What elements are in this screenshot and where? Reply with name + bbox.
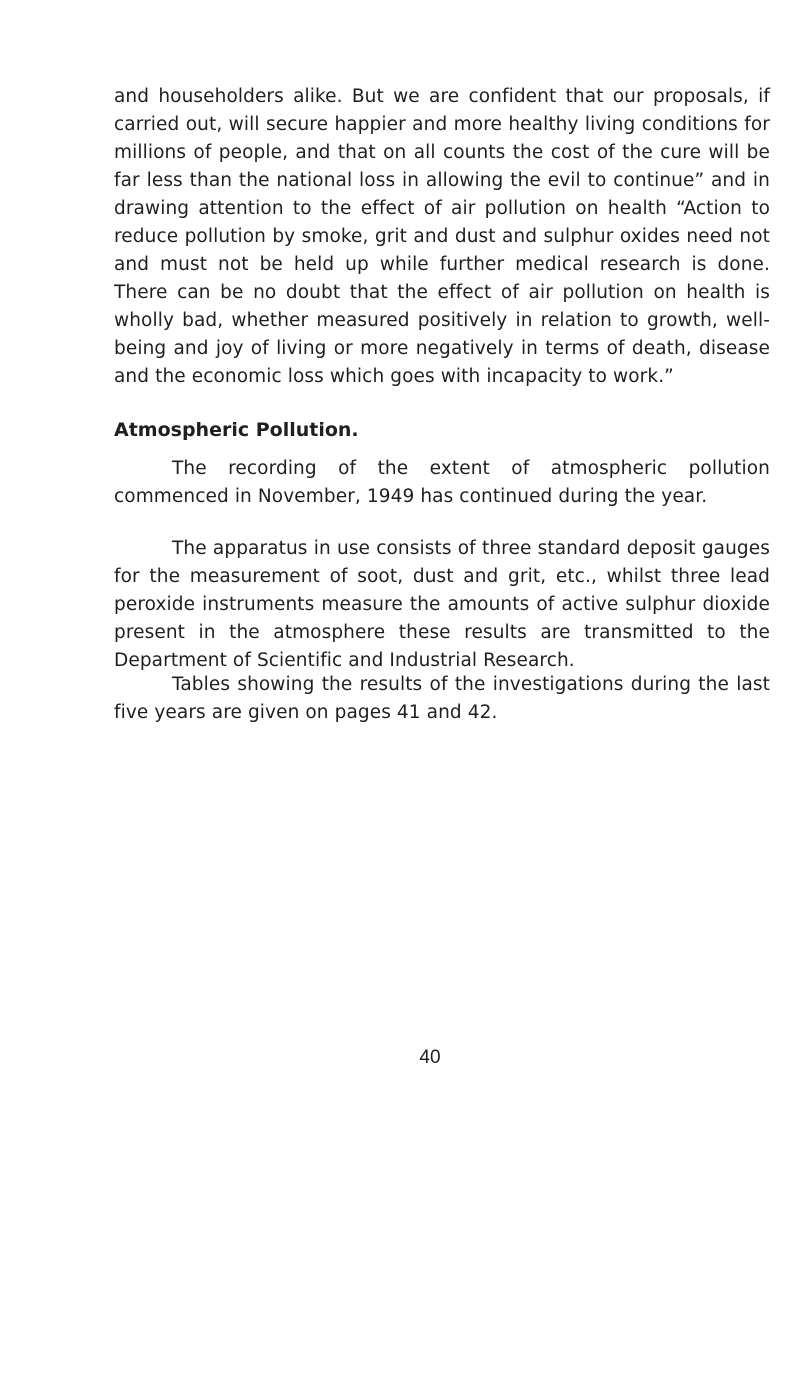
section-heading: Atmospheric Pollution. xyxy=(114,419,359,441)
page-number: 40 xyxy=(419,1047,441,1068)
paragraph-quote-continuation: and householders alike. But we are confident that our proposals, if carried out, will secure happier and more healthy living conditions for millions of people, and that on all counts the cost of the cure will be far less than the national loss in allowing the evil to continue” and in drawing attention to the effect of air pollution on health “Action to reduce pollution by smoke, grit and dust and sulphur oxides need not and must not be held up while further medical research is done. There can be no doubt that the effect of air pollution on health is wholly bad, whether measured positively in relation to growth, well-being and joy of living or more negatively in terms of death, disease and the economic loss which goes with incapacity to work.” xyxy=(114,86,770,387)
paragraph-recording: The recording of the extent of atmospheric pollution commenced in November, 1949 has continued during the year. xyxy=(114,458,770,507)
paragraph-tables: Tables showing the results of the investigations during the last five years are given on pages 41 and 42. xyxy=(114,674,770,723)
paragraph-apparatus: The apparatus in use consists of three standard deposit gauges for the measurement of soot, dust and grit, etc., whilst three lead peroxide instruments measure the amounts of active sulphur dioxide present in the atmosphere these results are transmitted to the Department of Scientific and Industrial Research. xyxy=(114,538,770,671)
